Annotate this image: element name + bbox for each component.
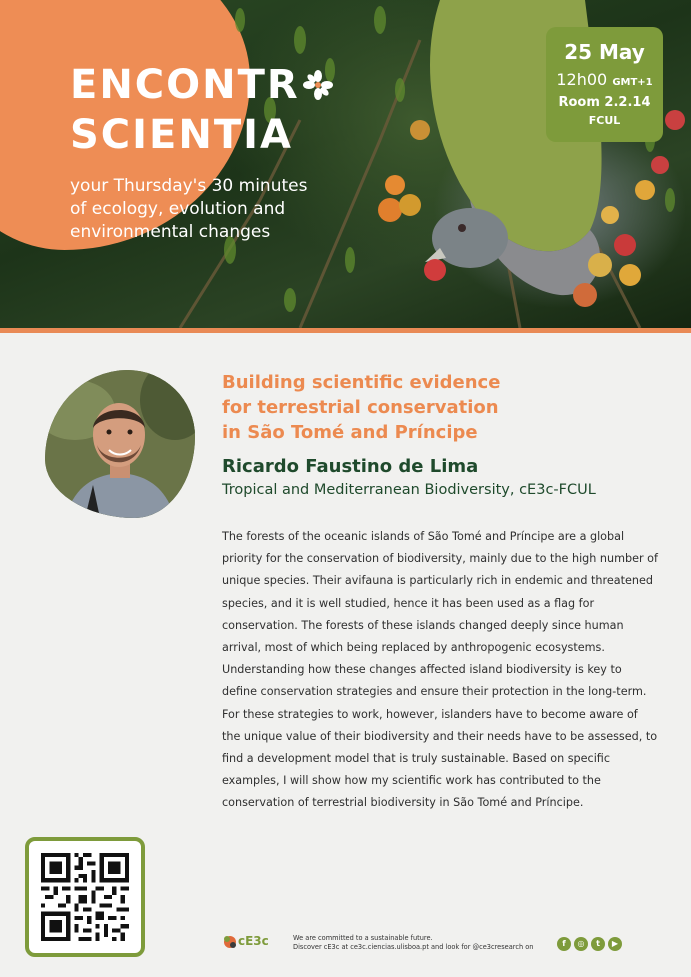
series-tagline [70, 175, 307, 244]
tagline-line: your Thursday's 30 minutes [70, 176, 308, 196]
social-links [557, 937, 622, 951]
talk-title-line: in São Tomé and Príncipe [222, 422, 478, 443]
event-series-title [70, 60, 334, 160]
abstract-line: priority for the conservation of biodiversity, mainly due to the high number of [222, 552, 658, 566]
instagram-icon[interactable]: ◎ [574, 937, 588, 951]
abstract-line: For these strategies to work, however, islanders have to become aware of [222, 707, 638, 721]
abstract-line: unique species. Their avifauna is particularly rich in endemic and threatened [222, 574, 653, 588]
qr-code-frame[interactable] [25, 837, 145, 957]
abstract-line: The forests of the oceanic islands of São Tomé and Príncipe are a global [222, 530, 625, 543]
abstract-line: examples, I will show how my scientific work has contributed to the [222, 774, 601, 788]
event-time [546, 69, 663, 94]
abstract-line: Understanding how these changes affected island biodiversity is key to [222, 663, 622, 677]
abstract-line: species, and it is well studied, hence it has been used as a flag for [222, 596, 595, 610]
qr-code-image[interactable] [41, 853, 129, 941]
hero-banner [0, 0, 691, 328]
abstract-line: conservation. The forests of these islands changed deeply since human [222, 618, 624, 632]
abstract-line: find a development model that is truly sustainable. Based on specific [222, 752, 610, 766]
abstract-line: arrival, most of which being replaced by anthropogenic ecosystems. [222, 641, 605, 655]
talk-title-line: Building scientific evidence [222, 372, 501, 393]
hero-divider [0, 328, 691, 333]
talk-title [222, 370, 500, 445]
ce3c-logo-icon [222, 934, 238, 950]
talk-abstract [222, 526, 662, 815]
youtube-icon[interactable]: ▶ [608, 937, 622, 951]
abstract-line: conservation of terrestrial biodiversity in São Tomé and Príncipe. [222, 796, 584, 810]
title-line-2: SCIENTIA [70, 112, 293, 158]
ce3c-logo-text: cE3c [238, 934, 269, 948]
footer-line-1: We are committed to a sustainable future. [293, 934, 433, 942]
abstract-line: define conservation strategies and ensure their protection in the long-term. [222, 685, 647, 699]
twitter-icon[interactable]: t [591, 937, 605, 951]
flower-logo-icon [302, 69, 334, 101]
event-place: FCUL [588, 114, 621, 127]
event-time-value: 12h00 [556, 70, 608, 89]
speaker-name: Ricardo Faustino de Lima [222, 456, 479, 477]
speaker-photo [45, 370, 195, 518]
tagline-line: of ecology, evolution and [70, 199, 286, 219]
talk-title-line: for terrestrial conservation [222, 397, 499, 418]
facebook-icon[interactable]: f [557, 937, 571, 951]
footer-text [293, 934, 533, 952]
event-date: 25 May [564, 40, 645, 64]
event-room: Room 2.2.14 [558, 95, 651, 110]
event-info-box [546, 27, 663, 142]
footer-line-2: Discover cE3c at ce3c.ciencias.ulisboa.pt and look for @ce3cresearch on [293, 943, 534, 951]
title-line-1: ENCONTR [70, 62, 300, 108]
event-timezone: GMT+1 [612, 77, 653, 88]
speaker-affiliation: Tropical and Mediterranean Biodiversity, cE3c-FCUL [222, 482, 596, 498]
abstract-line: the unique value of their biodiversity and their needs have to be assessed, to [222, 729, 658, 743]
tagline-line: environmental changes [70, 222, 271, 242]
speaker-portrait-image [45, 370, 195, 518]
